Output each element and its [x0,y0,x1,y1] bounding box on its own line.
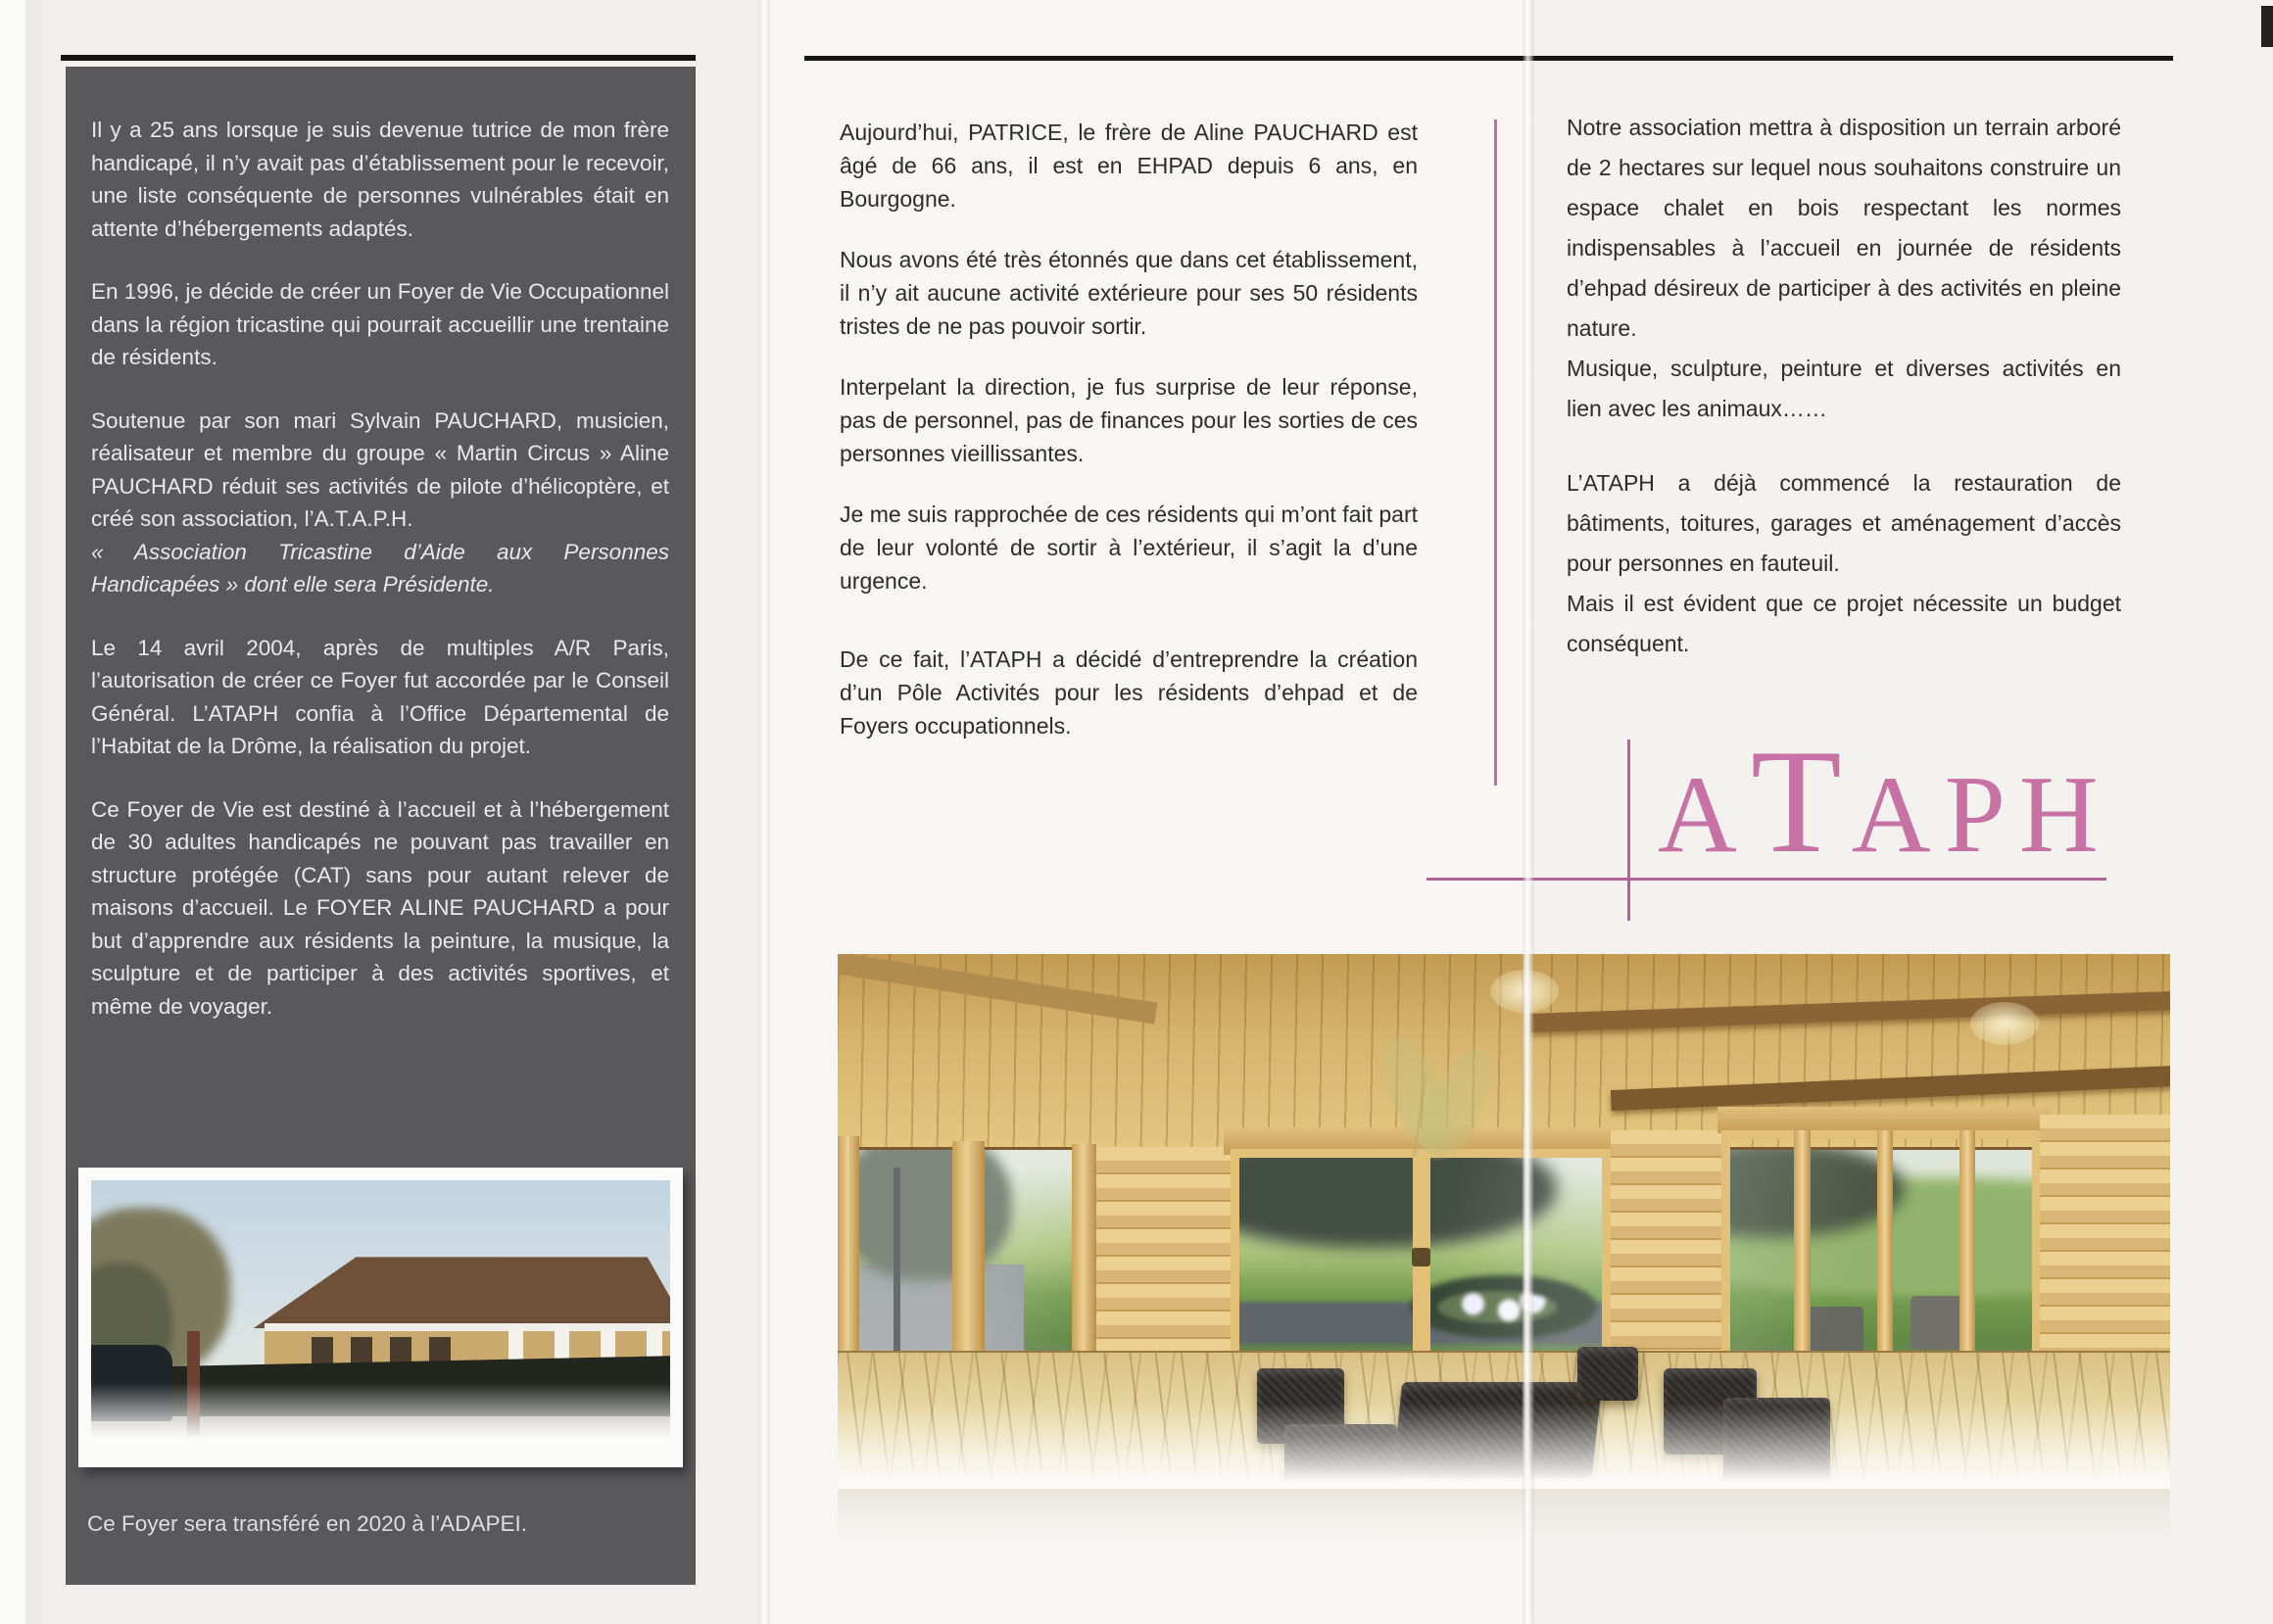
patrice-story-text [840,116,1418,770]
paragraph: Musique, sculpture, peinture et diverses activités en lien avec les animaux…… [1567,356,2121,421]
paragraph: En 1996, je décide de créer un Foyer de Vie Occupationnel dans la région tricastine qui pourrait accueillir une trentaine de résidents. [91,279,669,369]
fold-crease [758,0,770,1624]
glass-door [1231,1149,1421,1365]
paragraph: Le 14 avril 2004, après de multiples A/R Paris, l’autorisation de créer ce Foyer fut accordée par le Conseil Général. L’ATAPH confia à l’Office Départemental de l’Habitat de la Drôme, la réalisation du projet. [91,635,669,758]
paragraph: Je me suis rapprochée de ces résidents qui m’ont fait part de leur volonté de sortir à l’extérieur, il s’agit la d’une urgence. [840,502,1418,594]
left-top-rule [61,55,696,61]
door-handle [1412,1248,1430,1266]
photo-bottom-fade [838,1404,2170,1489]
paragraph: Notre association mettra à disposition un terrain arboré de 2 hectares sur lequel nous souhaitons construire un espace chalet en bois respectant les normes indispensables à l’accueil en journée de résidents d’ehpad désireux de participer à des activités en pleine nature. [1567,115,2121,341]
wicker-stool [1577,1347,1639,1401]
foyer-building-photo-frame [78,1168,683,1467]
paragraph: L’ATAPH a déjà commencé la restauration de bâtiments, toitures, garages et aménagement d’accès pour personnes en fauteuil. [1567,470,2121,576]
photo-caption: Ce Foyer sera transféré en 2020 à l’ADAPEI. [87,1511,527,1536]
photo-reflection [838,1489,2170,1540]
door-mullion [1959,1130,1975,1363]
paragraph: Nous avons été très étonnés que dans cet établissement, il n’y ait aucune activité extérieure pour ses 50 résidents tristes de ne pas pouvoir sortir. [840,247,1418,339]
window-post [1072,1144,1095,1358]
scan-edge-mark [2261,6,2273,47]
door-mullion [1877,1130,1893,1363]
logo-letter: A [1658,754,1751,876]
glass-door [1422,1149,1611,1365]
log-wall [2040,1115,2170,1366]
right-top-rule [804,56,2173,61]
paragraph-association-name: « Association Tricastine d’Aide aux Personnes Handicapées » dont elle sera Présidente. [91,539,669,597]
paragraph: Mais il est évident que ce projet nécessite un budget conséquent. [1567,591,2121,656]
chalet-interior-photo [838,954,2170,1489]
paragraph: Il y a 25 ans lorsque je suis devenue tutrice de mon frère handicapé, il n’y avait pas d’établissement pour le recevoir, une liste conséquente de personnes vulnérables était en attente d’hébergements adaptés. [91,118,669,241]
paragraph: Ce Foyer de Vie est destiné à l’accueil et à l’hébergement de 30 adultes handicapés ne pouvant pas travailler en structure protégée (CAT) sans pour autant relever de maisons d’accueil. Le FOYER ALINE PAUCHARD a pour but d’apprendre aux résidents la peinture, la musique, la sculpture et de participer à des activités sportives, et même de voyager. [91,796,669,1019]
log-wall [1096,1147,1233,1363]
log-wall [1611,1130,1725,1361]
photo-bottom-fade [91,1383,670,1455]
door-mullion [1794,1130,1810,1363]
window-post [838,1136,859,1361]
building-roof-shape [253,1257,670,1328]
history-panel [66,67,696,1585]
history-text [91,114,669,1053]
ataph-logo [1658,716,2112,886]
door-header-beam [1717,1107,2051,1133]
paragraph: Soutenue par son mari Sylvain PAUCHARD, musicien, réalisateur et membre du groupe « Martin Circus » Aline PAUCHARD réduit ses activités de pilote d’hélicoptère, et créé son association, l’A.T.A.P.H. [91,407,669,531]
logo-vertical-line [1627,740,1630,921]
logo-letters: APH [1851,754,2112,876]
paragraph: Interpelant la direction, je fus surprise de leur réponse, pas de personnel, pas de finances pour les sorties de ces personnes vieillissantes. [840,374,1418,466]
paragraph: De ce fait, l’ATAPH a décidé d’entreprendre la création d’un Pôle Activités pour les résidents d’ehpad et de Foyers occupationnels. [840,646,1418,739]
fold-crease [1523,0,1534,1624]
logo-letter-large-t: T [1750,719,1852,884]
ceiling-light [1970,1002,2039,1045]
paragraph: Aujourd’hui, PATRICE, le frère de Aline PAUCHARD est âgé de 66 ans, il est en EHPAD depuis 6 ans, en Bourgogne. [840,119,1418,212]
pink-divider-line [1494,119,1497,786]
window-post [952,1141,985,1361]
foyer-building-photo [91,1180,670,1455]
project-text [1567,108,2121,664]
